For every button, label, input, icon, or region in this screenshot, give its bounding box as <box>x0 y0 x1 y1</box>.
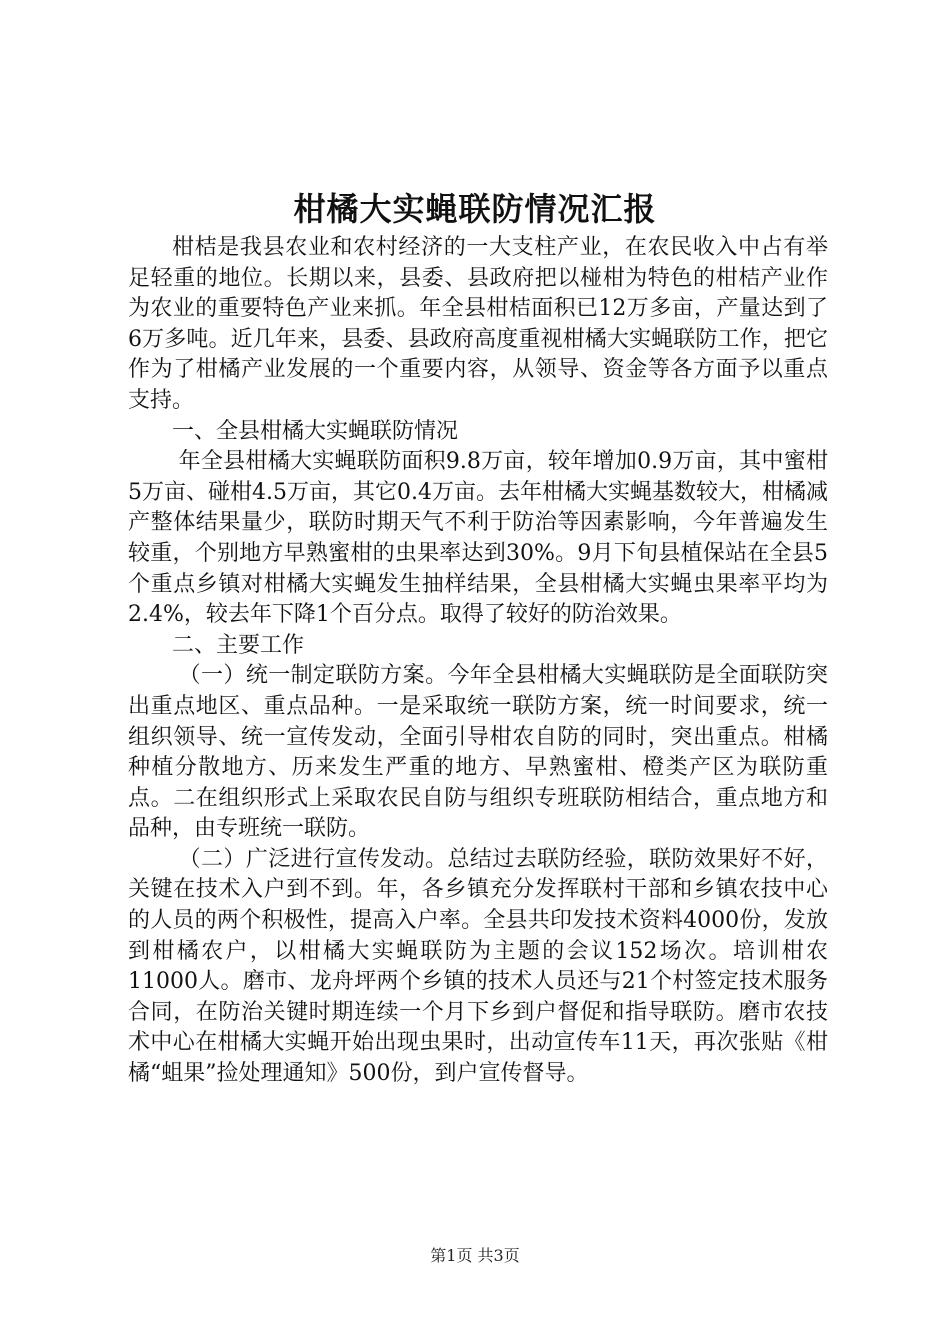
section-heading-1: 一、全县柑橘大实蝇联防情况 <box>172 418 459 444</box>
paragraph-subsection-1: （一）统一制定联防方案。今年全县柑橘大实蝇联防是全面联防突出重点地区、重点品种。一是采取统一联防方案，统一时间要求，统一组织领导、统一宣传发动，全面引导柑农自防的同时，突出重点。柑橘种植分散地方、历来发生严重的地方、早熟蜜柑、橙类产区为联防重点。二在组织形式上采取农民自防与组织专班联防相结合，重点地方和品种，由专班统一联防。 <box>128 663 828 842</box>
paragraph-subsection-2: （二）广泛进行宣传发动。总结过去联防经验，联防效果好不好，关键在技术入户到不到。年，各乡镇充分发挥联村干部和乡镇农技中心的人员的两个积极性，提高入户率。全县共印发技术资料4000份，发放到柑橘农户，以柑橘大实蝇联防为主题的会议152场次。培训柑农11000人。磨市、龙舟坪两个乡镇的技术人员还与21个村签定技术服务合同，在防治关键时期连续一个月下乡到户督促和指导联防。磨市农技术中心在柑橘大实蝇开始出现虫果时，出动宣传车11天，再次张贴《柑橘“蛆果”捡处理通知》500份，到户宣传督导。 <box>128 846 828 1087</box>
page-number-footer: 第1页 共3页 <box>430 1246 520 1265</box>
document-title: 柑橘大实蝇联防情况汇报 <box>293 190 657 228</box>
paragraph-section-1: 年全县柑橘大实蝇联防面积9.8万亩，较年增加0.9万亩，其中蜜柑5万亩、碰柑4.5万亩，其它0.4万亩。去年柑橘大实蝇基数较大，柑橘减产整体结果量少，联防时期天气不利于防治等因素影响，今年普遍发生较重，个别地方早熟蜜柑的虫果率达到30%。9月下旬县植保站在全县5个重点乡镇对柑橘大实蝇发生抽样结果，全县柑橘大实蝇虫果率平均为2.4%，较去年下降1个百分点。取得了较好的防治效果。 <box>128 449 828 628</box>
section-heading-2: 二、主要工作 <box>172 632 305 658</box>
paragraph-intro: 柑桔是我县农业和农村经济的一大支柱产业，在农民收入中占有举足轻重的地位。长期以来，县委、县政府把以椪柑为特色的柑桔产业作为农业的重要特色产业来抓。年全县柑桔面积已12万多亩，产量达到了6万多吨。近几年来，县委、县政府高度重视柑橘大实蝇联防工作，把它作为了柑橘产业发展的一个重要内容，从领导、资金等各方面予以重点支持。 <box>128 235 828 413</box>
document-body <box>128 233 828 1090</box>
